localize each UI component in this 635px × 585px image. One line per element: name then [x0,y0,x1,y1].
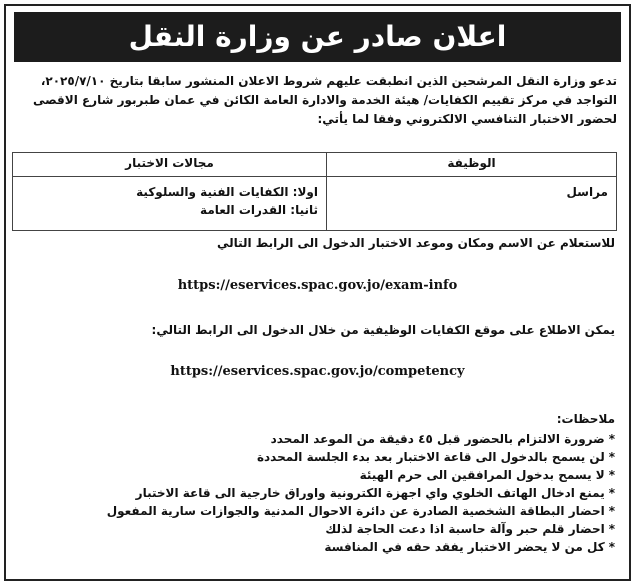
bullet-star: * [608,540,615,554]
header-fields: مجالات الاختبار [13,153,327,177]
note-text: يمنع ادخال الهاتف الخلوي واي اجهزة الكترونية واوراق خارجية الى قاعة الاختبار [135,486,605,500]
list-item [16,538,615,556]
intro-line: لحضور الاختبار التنافسي الالكتروني وفقا لما يأتي: [317,112,617,126]
list-item [16,502,615,520]
cell-job: مراسل [327,177,617,231]
bullet-star: * [608,450,615,464]
exam-info-link[interactable]: https://eservices.spac.gov.jo/exam-info [177,278,458,293]
list-item [16,448,615,466]
bullet-star: * [608,432,615,446]
competency-text: يمكن الاطلاع على موقع الكفايات الوظيفية من خلال الدخول الى الرابط التالي: [151,323,615,337]
note-text: لن يسمح بالدخول الى قاعة الاختبار بعد بدء الجلسة المحددة [256,450,605,464]
intro-line: التواجد في مركز تقييم الكفايات/ هيئة الخدمة والادارة العامة الكائن في عمان طبربور شارع الاقصى [32,93,617,107]
intro-line: تدعو وزارة النقل المرشحين الذين انطبقت عليهم شروط الاعلان المنشور سابقا بتاريخ ٢٠٢٥/٧/١٠، [40,74,617,88]
bullet-star: * [608,522,615,536]
list-item [16,484,615,502]
field-item: اولا: الكفايات الفنية والسلوكية [136,185,318,199]
list-item [16,520,615,538]
announcement-title: اعلان صادر عن وزارة النقل [14,12,621,62]
note-text: احضار البطاقة الشخصية الصادرة عن دائرة الاحوال المدنية والجوازات سارية المفعول [106,504,605,518]
inquiry-text: للاستعلام عن الاسم ومكان وموعد الاختبار الدخول الى الرابط التالي [216,236,615,250]
bullet-star: * [608,486,615,500]
table-row [13,177,617,231]
note-text: احضار قلم حبر وآلة حاسبة اذا دعت الحاجة لذلك [325,522,605,536]
jobs-table [12,152,617,231]
cell-fields [13,177,327,231]
competency-link[interactable]: https://eservices.spac.gov.jo/competency [170,364,465,379]
bullet-star: * [608,468,615,482]
note-text: كل من لا يحضر الاختبار يفقد حقه في المنافسة [324,540,605,554]
list-item [16,430,615,448]
announcement-frame [4,4,631,581]
intro-paragraph [16,72,617,129]
note-text: ضرورة الالتزام بالحضور قبل ٤٥ دقيقة من الموعد المحدد [270,432,605,446]
notes-title: ملاحظات: [556,412,615,426]
notes-list [16,430,615,556]
field-item: ثانيا: القدرات العامة [200,203,318,217]
list-item [16,466,615,484]
header-job: الوظيفة [327,153,617,177]
bullet-star: * [608,504,615,518]
table-header-row [13,153,617,177]
note-text: لا يسمح بدخول المرافقين الى حرم الهيئة [359,468,605,482]
